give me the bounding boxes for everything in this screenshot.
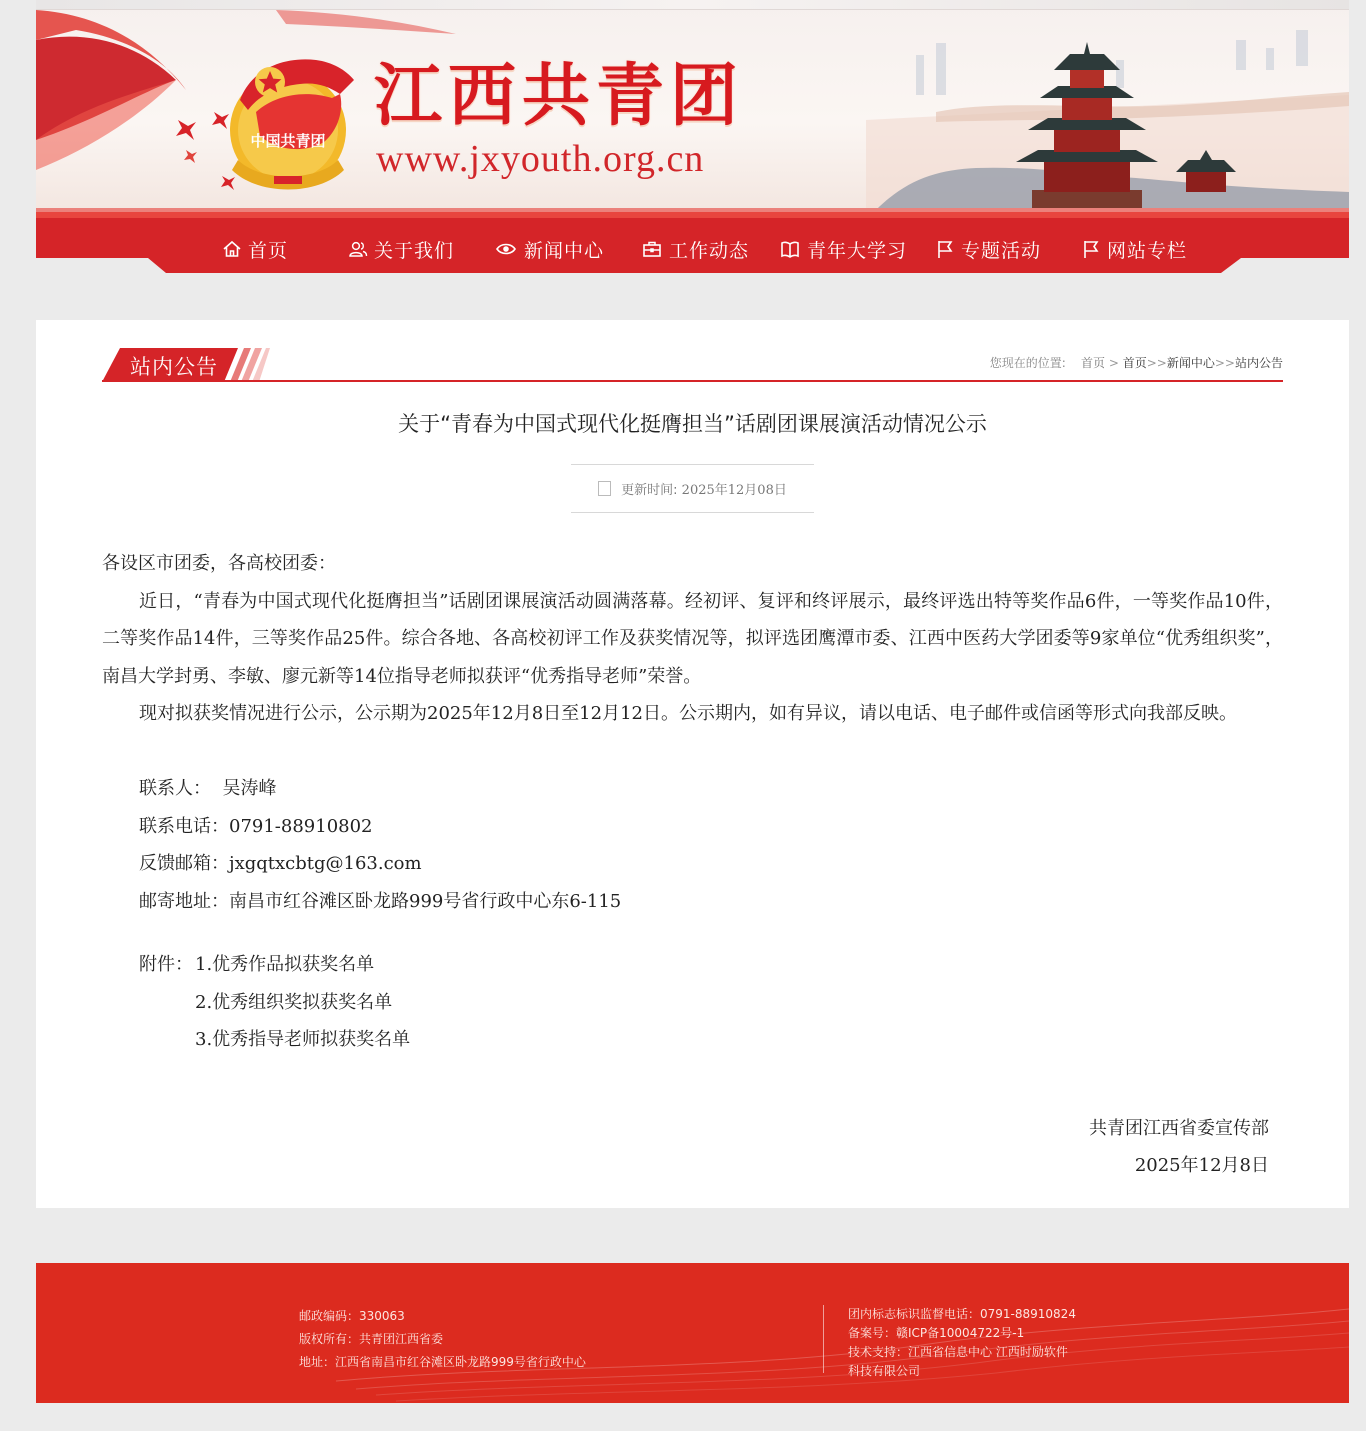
footer-copyright: 版权所有：共青团江西省委: [299, 1332, 444, 1346]
nav-label: 关于我们: [374, 239, 455, 262]
signature-date: 2025年12月8日: [1134, 1155, 1269, 1176]
footer-hotline: 团内标志标识监督电话：0791-88910824: [848, 1307, 1076, 1321]
paragraph: 近日，“青春为中国式现代化挺膺担当”话剧团课展演活动圆满落幕。经初评、复评和终评展示，最终评选出特等奖作品6件，一等奖作品10件，二等奖作品14件，三等奖作品25件。综合各地、各高校初评工作及获奖情况等，拟评选团鹰潭市委、江西中医药大学团委等9家单位“优秀组织奖”，南昌大学封勇、李敏、廖元新等14位指导老师拟获评“优秀指导老师”荣誉。: [102, 590, 1283, 687]
nav-item-home[interactable]: [222, 226, 348, 272]
cyl-emblem-logo: [220, 50, 360, 195]
nav-item-study[interactable]: [779, 226, 935, 272]
section-underline: [102, 380, 1283, 382]
attachment-link[interactable]: 3.优秀指导老师拟获奖名单: [195, 1029, 411, 1050]
footer-divider: [823, 1305, 824, 1373]
update-time-value: 2025年12月08日: [681, 483, 787, 498]
breadcrumb-separator: >: [1108, 356, 1119, 370]
footer-address: 地址：江西省南昌市红谷滩区卧龙路999号省行政中心: [299, 1355, 586, 1369]
signature-org: 共青团江西省委宣传部: [1089, 1117, 1269, 1139]
article-title: 关于“青春为中国式现代化挺膺担当”话剧团课展演活动情况公示: [398, 412, 987, 436]
flag-icon: [935, 239, 955, 259]
nav-item-columns[interactable]: [1081, 226, 1211, 272]
breadcrumb-separator: >>: [1146, 356, 1167, 370]
breadcrumb-separator: >>: [1214, 356, 1235, 370]
breadcrumb-current[interactable]: 站内公告: [1234, 356, 1283, 370]
section-title: 站内公告: [130, 355, 218, 379]
book-icon: [779, 239, 801, 259]
contact-email: 反馈邮箱：jxgqtxcbtg@163.com: [139, 853, 422, 874]
footer-tech-support: 技术支持：江西省信息中心 江西时励软件: [848, 1345, 1068, 1359]
footer-icp-link[interactable]: 备案号：赣ICP备10004722号-1: [848, 1326, 1025, 1340]
footer-postcode: 邮政编码：330063: [299, 1309, 405, 1323]
contact-address: 邮寄地址：南昌市红谷滩区卧龙路999号省行政中心东6-115: [139, 890, 622, 912]
nav-label: 网站专栏: [1107, 239, 1188, 262]
footer-decoration: [36, 1263, 1349, 1403]
calendar-icon: [598, 481, 611, 496]
nav-item-about[interactable]: [348, 226, 494, 272]
nav-item-news[interactable]: [494, 226, 641, 272]
article-meta: [571, 464, 814, 513]
attachment-link[interactable]: 1.优秀作品拟获奖名单: [195, 954, 375, 975]
main-content: [36, 320, 1349, 1208]
nav-label: 青年大学习: [807, 239, 908, 262]
attachment-link[interactable]: 2.优秀组织奖拟获奖名单: [195, 991, 393, 1013]
footer-info-right: [848, 1305, 1098, 1381]
attachment-row: [102, 1021, 1283, 1059]
spacer: [102, 733, 1283, 771]
top-strip: [36, 0, 1349, 10]
users-icon: [348, 239, 368, 259]
eye-icon: [494, 239, 518, 259]
contact-phone: 联系电话：0791-88910802: [139, 815, 373, 837]
spacer: [102, 920, 1283, 946]
site-url: www.jxyouth.org.cn: [376, 138, 705, 180]
nav-label: 工作动态: [669, 239, 750, 262]
breadcrumb-prefix: 您现在的位置:: [989, 356, 1066, 370]
contact-person: 联系人： 吴涛峰: [139, 778, 277, 799]
site-title: 江西共青团: [374, 56, 745, 136]
site-header: [36, 0, 1349, 273]
footer-tech-support-cont: 科技有限公司: [848, 1364, 921, 1378]
nav-label: 首页: [248, 239, 289, 262]
flag-icon: [1081, 239, 1101, 259]
breadcrumb-home[interactable]: 首页: [1122, 356, 1147, 370]
update-time-label: 更新时间:: [621, 483, 678, 498]
spacer: [102, 1059, 1283, 1110]
article-body: [102, 545, 1283, 1185]
nav-label: 新闻中心: [524, 239, 605, 262]
nav-item-topics[interactable]: [935, 226, 1081, 272]
breadcrumb-news[interactable]: 新闻中心: [1166, 356, 1215, 370]
svg-text:中国共青团: 中国共青团: [250, 132, 326, 150]
nav-label: 专题活动: [961, 239, 1042, 262]
site-footer: [36, 1263, 1349, 1403]
salutation: 各设区市团委，各高校团委：: [102, 553, 336, 574]
attachment-row: [102, 946, 1283, 984]
main-navigation: [216, 226, 1211, 272]
breadcrumb-home-lite[interactable]: 首页: [1081, 356, 1106, 370]
attachment-row: [102, 984, 1283, 1022]
section-header: [102, 348, 1283, 382]
footer-info-left: [299, 1305, 586, 1374]
briefcase-icon: [641, 239, 663, 259]
paragraph: 现对拟获奖情况进行公示，公示期为2025年12月8日至12月12日。公示期内，如有异议，请以电话、电子邮件或信函等形式向我部反映。: [139, 703, 1237, 724]
breadcrumb: [990, 354, 1283, 371]
nav-item-work[interactable]: [641, 226, 779, 272]
attachment-label: 附件：: [139, 954, 193, 975]
home-icon: [222, 239, 242, 259]
